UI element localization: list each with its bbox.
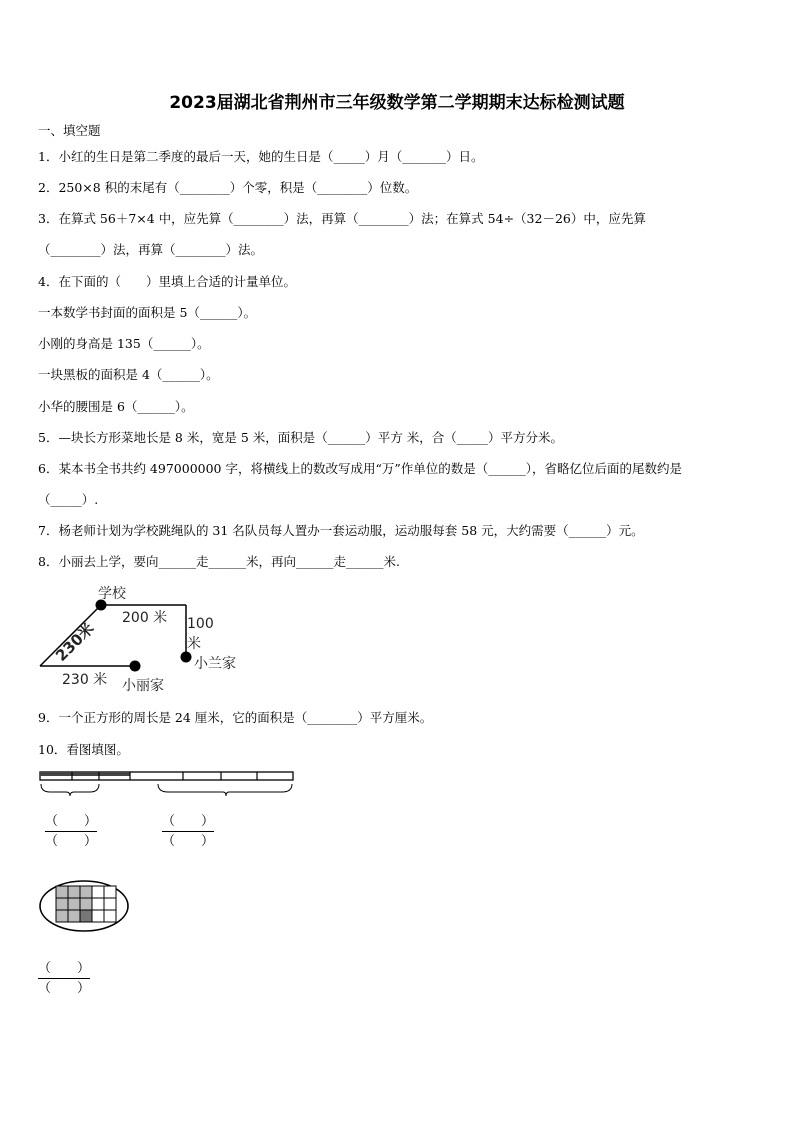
question-3: 3．在算式 56＋7×4 中，应先算（________）法，再算（________）法；在算式 54÷（32－26）中，应先算	[38, 211, 646, 226]
question-5: 5．—块长方形菜地长是 8 米，宽是 5 米，面积是（______）平方 米，合（_____）平方分米。	[38, 430, 563, 445]
label-xiaoli-home: 小丽家	[122, 678, 164, 694]
question-7: 7．杨老师计划为学校跳绳队的 31 名队员每人置办一套运动服，运动服每套 58 元，大约需要（______）元。	[38, 523, 644, 538]
fraction-2-denominator: （ ）	[162, 834, 215, 849]
question-6: 6．某本书全书共约 497000000 字，将横线上的数改写成用“万”作单位的数是（______），省略亿位后面的尾数约是	[38, 461, 683, 476]
fraction-1-numerator: （ ）	[45, 814, 98, 829]
question-1: 1．小红的生日是第二季度的最后一天，她的生日是（_____）月（_______）日。	[38, 149, 484, 164]
fraction-2-bar	[162, 831, 214, 832]
xiaoli-home-dot	[130, 661, 141, 672]
fraction-3-bar	[38, 978, 90, 979]
fraction-1-bar	[45, 831, 97, 832]
label-230m: 230 米	[62, 672, 108, 688]
question-4c: 一块黑板的面积是 4（______）。	[38, 367, 219, 382]
fraction-3-denominator: （ ）	[38, 981, 91, 996]
question-4d: 小华的腰围是 6（______）。	[38, 399, 194, 414]
label-100-unit: 米	[187, 636, 201, 652]
page-title: 2023届湖北省荆州市三年级数学第二学期期末达标检测试题	[169, 93, 625, 113]
oval-grid-figure	[38, 878, 130, 934]
question-6-cont: （_____）.	[38, 492, 99, 507]
question-10: 10．看图填图。	[38, 742, 129, 757]
label-school: 学校	[98, 586, 126, 602]
question-3-cont: （________）法，再算（________）法。	[38, 242, 264, 257]
question-4a: 一本数学书封面的面积是 5（______）。	[38, 305, 257, 320]
question-4: 4．在下面的（ ）里填上合适的计量单位。	[38, 274, 296, 289]
fraction-answer-1[interactable]	[45, 815, 97, 848]
label-xiaolan-home: 小兰家	[194, 656, 236, 672]
question-8: 8．小丽去上学，要向______走______米，再向______走______米.	[38, 554, 400, 569]
label-200m: 200 米	[122, 610, 168, 626]
label-230m-diagonal: 230米	[52, 619, 98, 665]
question-2: 2．250×8 积的末尾有（________）个零，积是（________）位数。	[38, 180, 418, 195]
fraction-answer-2[interactable]	[162, 815, 214, 848]
fraction-3-numerator: （ ）	[38, 961, 91, 976]
fraction-answer-3[interactable]	[38, 962, 90, 995]
question-4b: 小刚的身高是 135（______）。	[38, 336, 210, 351]
question-9: 9．一个正方形的周长是 24 厘米，它的面积是（________）平方厘米。	[38, 710, 433, 725]
label-100: 100	[187, 616, 214, 632]
fraction-2-numerator: （ ）	[162, 814, 215, 829]
fraction-1-denominator: （ ）	[45, 834, 98, 849]
route-diagram	[36, 580, 256, 700]
xiaolan-home-dot	[181, 652, 192, 663]
segment-strip	[38, 768, 298, 798]
section-heading: 一、填空题	[38, 123, 101, 138]
